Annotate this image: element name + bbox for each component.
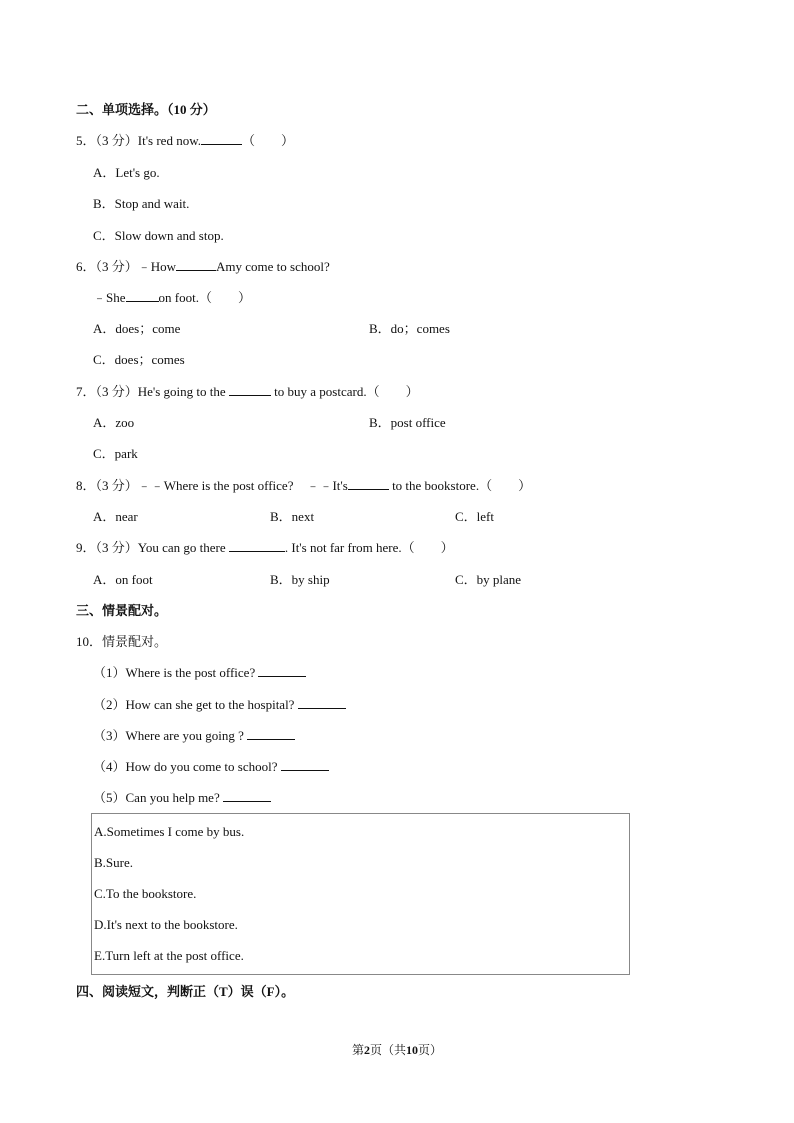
match-option-e: E.Turn left at the post office. [94,948,244,963]
question-8-text: 8．（3 分）﹣﹣Where is the post office? ﹣﹣It's [76,478,348,493]
question-6-line-2-text-2: on foot.（ ） [158,290,251,305]
question-9-option-b: B．by ship [270,572,330,587]
section-heading-3: 三、情景配对。 [76,603,168,618]
footer-text-1: 第 [351,1043,364,1057]
match-item-5 [93,790,271,806]
question-5-option-b: B．Stop and wait. [93,196,190,211]
question-6-text-2: Amy come to school? [216,259,330,274]
answer-blank [126,290,159,302]
answer-blank [247,728,295,740]
match-option-b: B.Sure. [94,855,133,870]
question-9-option-c: C．by plane [455,572,522,587]
question-6-option-b: B．do；comes [369,321,450,336]
footer-text-3: 页） [418,1043,443,1057]
question-6-option-a: A．does；come [93,321,181,336]
match-option-d: D.It's next to the bookstore. [94,917,238,932]
question-8-option-c: C．left [455,509,494,524]
match-item-2-text: （2）How can she get to the hospital? [93,697,295,712]
current-page-number: 2 [363,1043,370,1057]
answer-blank [229,384,271,396]
answer-blank [298,697,346,709]
question-5-text: 5．（3 分）It's red now. [76,133,201,148]
match-item-3 [93,728,295,744]
footer-text-2: 页（共 [369,1043,406,1057]
question-6-line-2-text: ﹣She [93,290,126,305]
question-7-stem [76,384,419,400]
answer-blank [348,478,389,490]
section-heading-2: 二、单项选择。（10 分） [76,102,216,117]
answer-blank [176,259,216,271]
question-6-line-2 [93,290,251,306]
match-item-4 [93,759,329,775]
question-6-option-c: C．does；comes [93,352,185,367]
match-item-1 [93,665,306,681]
match-item-5-text: （5）Can you help me? [93,790,220,805]
question-9-text-2: . It's not far from here.（ ） [284,540,454,555]
answer-blank [281,759,329,771]
question-9-text: 9．（3 分）You can go there [76,540,226,555]
question-8-text-2: to the bookstore.（ ） [392,478,532,493]
match-item-4-text: （4）How do you come to school? [93,759,278,774]
question-7-option-a: A．zoo [93,415,135,430]
answer-blank [201,133,242,145]
question-8-option-a: A．near [93,509,138,524]
question-5-option-c: C．Slow down and stop. [93,228,224,243]
answer-paren: （ ） [242,133,295,148]
match-option-a: A.Sometimes I come by bus. [94,824,245,839]
question-6-text: 6．（3 分）﹣How [76,259,177,274]
question-7-text: 7．（3 分）He's going to the [76,384,226,399]
question-9-option-a: A．on foot [93,572,153,587]
total-page-number: 10 [406,1043,418,1057]
question-6-stem [76,259,330,275]
page-footer [0,1042,794,1058]
match-item-2 [93,697,346,713]
question-7-text-2: to buy a postcard.（ ） [274,384,419,399]
question-8-stem [76,478,531,494]
match-item-3-text: （3）Where are you going ? [93,728,244,743]
match-option-c: C.To the bookstore. [94,886,197,901]
question-9-stem [76,540,454,556]
answer-blank [229,540,285,552]
match-item-1-text: （1）Where is the post office? [93,665,256,680]
question-7-option-c: C．park [93,446,138,461]
question-5-stem [76,133,294,149]
question-7-option-b: B．post office [369,415,446,430]
section-heading-4: 四、阅读短文，判断正（T）误（F）。 [76,984,295,999]
question-5-option-a: A．Let's go. [93,165,160,180]
answer-blank [223,790,271,802]
question-10-stem: 10．情景配对。 [76,634,168,649]
question-8-option-b: B．next [270,509,315,524]
answer-blank [258,665,306,677]
